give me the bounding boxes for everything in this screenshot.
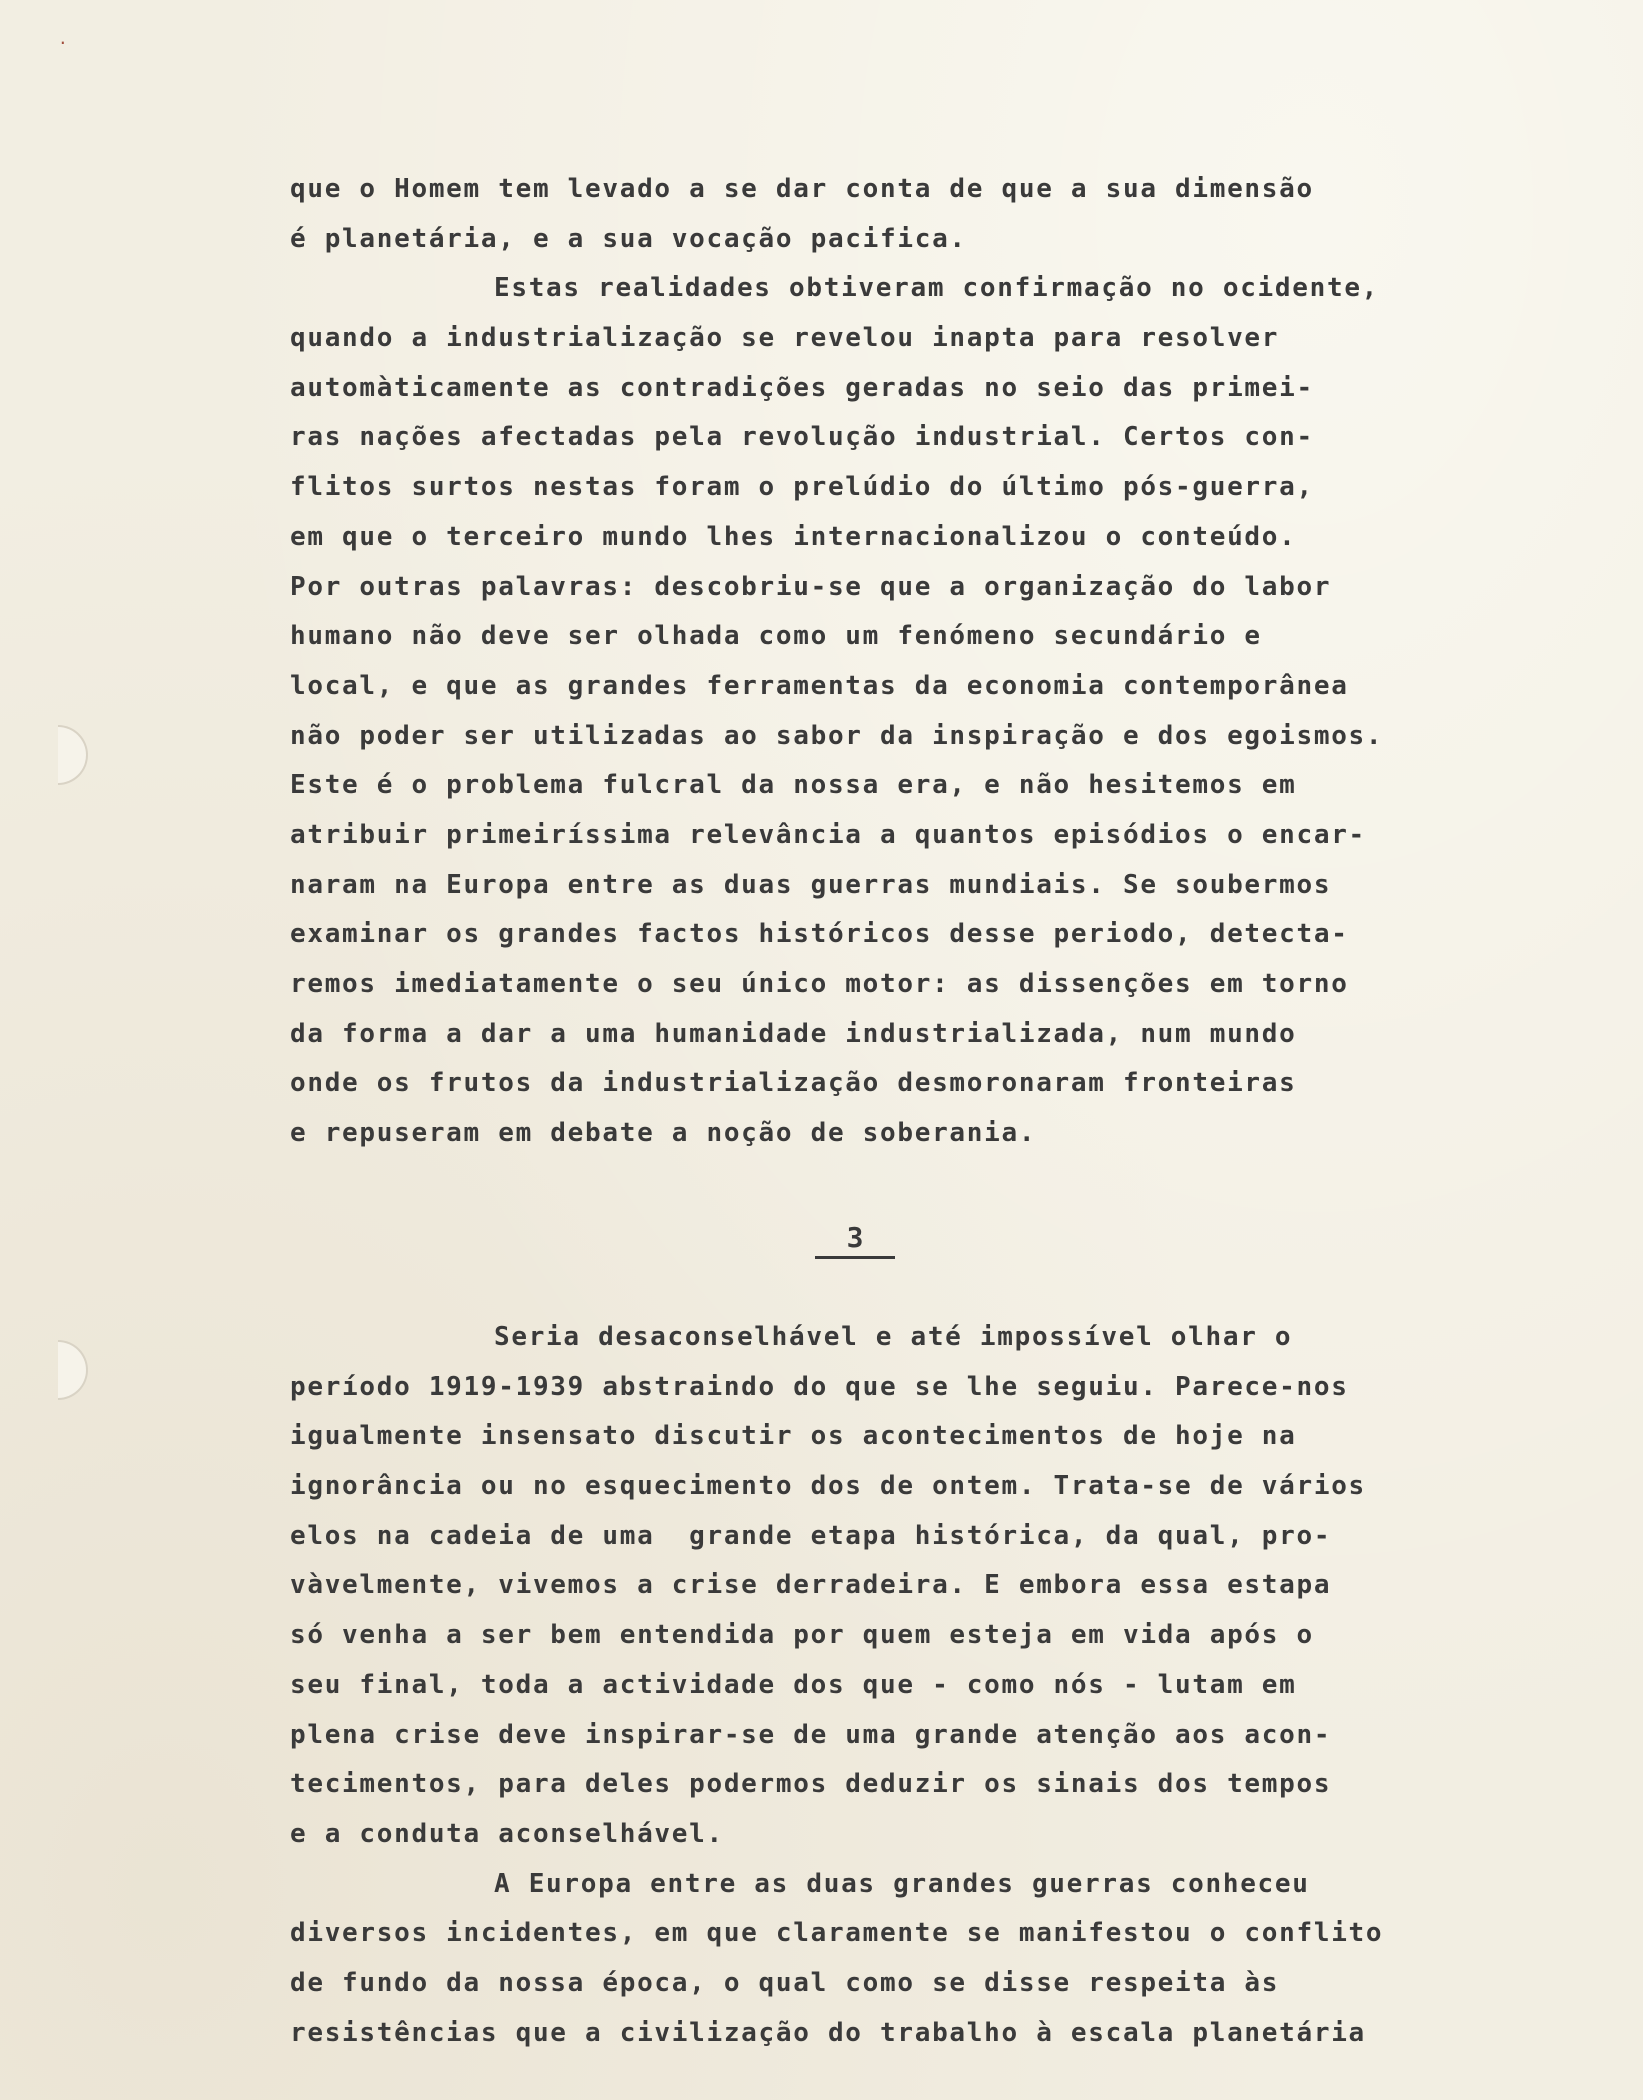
- text-line: Seria desaconselhável e até impossível olhar o: [494, 1322, 1293, 1352]
- text-line: que o Homem tem levado a se dar conta de que a sua dimensão: [290, 174, 1314, 204]
- text-line: Por outras palavras: descobriu-se que a organização do labor: [290, 571, 1332, 602]
- text-line: ignorância ou no esquecimento dos de ontem. Trata-se de vários: [290, 1471, 1366, 1502]
- section-number: 3: [815, 1220, 895, 1259]
- text-line: examinar os grandes factos históricos desse periodo, detecta-: [290, 919, 1349, 950]
- text-line: remos imediatamente o seu único motor: as dissenções em torno: [290, 969, 1349, 999]
- text-block-bottom: [290, 1313, 1580, 2058]
- text-line: só venha a ser bem entendida por quem esteja em vida após o: [290, 1620, 1314, 1651]
- text-block-top: [290, 165, 1580, 1159]
- text-line: resistências que a civilização do trabalho à escala planetária: [290, 2017, 1366, 2048]
- text-line: quando a industrialização se revelou inapta para resolver: [290, 323, 1280, 354]
- punch-hole-bottom: [58, 1340, 88, 1400]
- text-line: ras nações afectadas pela revolução industrial. Certos con-: [290, 422, 1314, 453]
- text-line: da forma a dar a uma humanidade industrializada, num mundo: [290, 1018, 1297, 1049]
- text-line: diversos incidentes, em que claramente se manifestou o conflito: [290, 1918, 1384, 1949]
- text-line: plena crise deve inspirar-se de uma grande atenção aos acon-: [290, 1719, 1332, 1750]
- text-line: vàvelmente, vivemos a crise derradeira. E embora essa estapa: [290, 1570, 1332, 1601]
- text-line: igualmente insensato discutir os acontecimentos de hoje na: [290, 1421, 1297, 1452]
- text-line: automàticamente as contradições geradas no seio das primei-: [290, 372, 1314, 403]
- margin-marks: .: [58, 29, 68, 48]
- text-line: Estas realidades obtiveram confirmação no ocidente,: [494, 273, 1380, 304]
- text-line: naram na Europa entre as duas guerras mundiais. Se soubermos: [290, 869, 1332, 900]
- text-line: humano não deve ser olhada como um fenómeno secundário e: [290, 621, 1262, 652]
- text-line: atribuir primeiríssima relevância a quantos episódios o encar-: [290, 819, 1366, 850]
- text-line: seu final, toda a actividade dos que - como nós - lutam em: [290, 1669, 1297, 1700]
- text-line: período 1919-1939 abstraindo do que se lhe seguiu. Parece-nos: [290, 1371, 1349, 1402]
- text-line: flitos surtos nestas foram o prelúdio do último pós-guerra,: [290, 472, 1314, 503]
- punch-hole-top: [58, 725, 88, 785]
- text-line: e a conduta aconselhável.: [290, 1818, 724, 1849]
- text-line: de fundo da nossa época, o qual como se disse respeita às: [290, 1967, 1280, 1998]
- text-line: A Europa entre as duas grandes guerras conheceu: [494, 1868, 1310, 1899]
- text-line: local, e que as grandes ferramentas da economia contemporânea: [290, 670, 1349, 701]
- text-line: tecimentos, para deles podermos deduzir os sinais dos tempos: [290, 1769, 1332, 1800]
- text-line: em que o terceiro mundo lhes internacionalizou o conteúdo.: [290, 521, 1297, 552]
- text-line: e repuseram em debate a noção de soberania.: [290, 1118, 1037, 1149]
- text-line: não poder ser utilizadas ao sabor da inspiração e dos egoismos.: [290, 720, 1384, 751]
- text-line: Este é o problema fulcral da nossa era, e não hesitemos em: [290, 770, 1297, 801]
- text-line: é planetária, e a sua vocação pacifica.: [290, 223, 967, 254]
- text-line: onde os frutos da industrialização desmoronaram fronteiras: [290, 1068, 1297, 1099]
- text-line: elos na cadeia de uma grande etapa histórica, da qual, pro-: [290, 1520, 1332, 1551]
